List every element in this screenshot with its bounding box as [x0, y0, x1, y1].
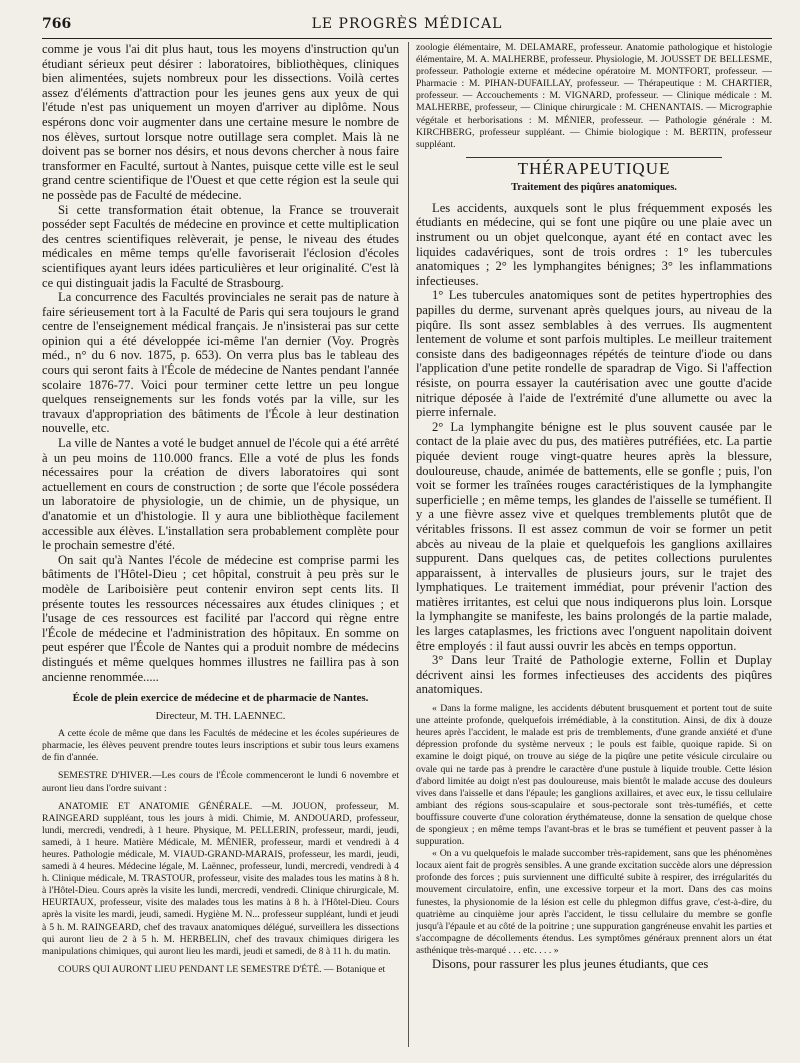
- quotation: « On a vu quelquefois le malade succomber très-rapidement, sans que les phénomènes locaux aient fait de progrès sensibles. A une grande excitation succède alors une dépression profonde des forces ; puis surviennent une difficulté subite à respirer, des irrégularités du mouvement circulatoire, enfin, une excessive torpeur et la mort. Dans des cas moins funestes, la physionomie de la lésion est celle du phlegmon diffus grave, c'est-à-dire, du quatrième au cinquième jour après l'accident, le tissu cellulaire du membre se gonfle jusqu'à l'épaule et au côté de la poitrine ; une suppuration gangréneuse envahit les parties et s'accompagne de décollements étendus. Les symptômes généraux prennent alors un état asthénique très-marqué . . . etc. . . . »: [416, 848, 772, 956]
- paragraph: Disons, pour rassurer les plus jeunes étudiants, que ces: [432, 957, 709, 971]
- paragraph: Si cette transformation était obtenue, la France se trouverait posséder sept Facultés de médecine en province et cette multiplication des centres scientifiques relèverait, je pense, le niveau des études médicales en même temps qu'elle favoriserait l'éclosion d'écoles scientifiques ayant leurs idées particulières et leur originalité. C'est là ce qui distinguait jadis la Faculté de Strasbourg.: [42, 202, 399, 290]
- paragraph: 2° La lymphangite bénigne est le plus souvent causée par le contact de la plaie avec du pus, des matières putréfiées, etc. La partie piquée devient rouge vingt-quatre heures après la blessure, douloureuse, chaude, animée de battements, elle se gonfle ; puis, l'on voit se former les traînées rouges caractéristiques de la lymphangite superficielle ; en même temps, les glandes de l'aisselle se tuméfient. Il y a une fièvre assez vive et quelques tremblements plutôt que de véritables frissons. Il est assez commun de voir se former un petit abcès au niveau de la plaie et quelquefois les ganglions axillaires suppurent. Dans quelques cas, de petites collections purulentes apparaissent, à intervalles de plusieurs jours, sur le trajet des lymphatiques. Le traitement immédiat, pour prévenir l'action des matières irritantes, est celui que nous indiquerons plus loin. Lorsque la lymphangite se manifeste, les bains prolongés de la partie malade, les larges cataplasmes, les frictions avec l'onguent napolitain doivent être employés : il faut aussi ouvrir les abcès en temps opportun.: [416, 419, 772, 653]
- left-column: [42, 42, 399, 1042]
- section-heading: École de plein exercice de médecine et de pharmacie de Nantes.: [72, 692, 369, 705]
- paragraph: comme je vous l'ai dit plus haut, tous les moyens d'instruction qu'un étudiant sérieux peut désirer : laboratoires, bibliothèques, cliniques bien alimentées, sujets nombreux pour les dissections. Voilà certes assez d'éléments d'attraction pour les jeunes gens aux yeux de qui l'étude n'est pas uniquement un moyen d'arriver au diplôme. Nous espérons donc voir augmenter dans une certaine mesure le nombre de nos élèves, surtout lorsque notre outillage sera complet. Mais là ne doivent pas se borner nos désirs, et nous devons chercher à nous faire transformer en Faculté, surtout à Nantes, puisque cette ville est le seul grand centre scientifique de l'Ouest et que cette région est la seule qui ne possède pas de Faculté de médecine.: [42, 42, 399, 202]
- paragraph: A cette école de même que dans les Facultés de médecine et les écoles supérieures de pharmacie, les élèves peuvent prendre toutes leurs inscriptions et subir tous leurs examens de fin d'année.: [42, 728, 399, 764]
- column-divider: [408, 42, 409, 1047]
- article-subtitle: Traitement des piqûres anatomiques.: [511, 181, 677, 193]
- paragraph: La ville de Nantes a voté le budget annuel de l'école qui a été arrêté à un peu moins de 110.000 francs. Elle a voté de plus les fonds nécessaires pour la création de divers laboratoires qui sont actuellement en cours de construction ; de sorte que l'école possédera un laboratoire de physiologie, un de chimie, un de physique, un d'anatomie et un d'histologie. Il y aura une bibliothèque facilement accessible aux élèves. L'installation sera probablement complète pour le prochain semestre d'été.: [42, 436, 399, 553]
- paragraph: On sait qu'à Nantes l'école de médecine est comprise parmi les bâtiments de l'Hôtel-Dieu ; cet hôpital, construit à peu près sur le modèle de Lariboisière peut contenir environ sept cents lits. Il présente toutes les ressources nécessaires aux études cliniques ; et l'usage de ces ressources est facilité par l'accord qui règne entre l'École de médecine et l'administration des hôpitaux. En somme on peut espérer que l'École de Nantes qui a produit nombre de médecins distingués et même quelques hommes illustres ne faillira pas à son ancienne renommée.....: [42, 552, 399, 684]
- paragraph: Les accidents, auxquels sont le plus fréquemment exposés les étudiants en médecine, qui se font une piqûre ou une plaie avec un instrument ou un objet quelconque, ayant été en contact avec les liquides cadavériques, sont de trois ordres : 1° les tubercules anatomiques ; 2° les lymphangites bénignes; 3° les inflammations infectieuses.: [416, 200, 772, 288]
- article-title: THÉRAPEUTIQUE: [517, 158, 671, 178]
- paragraph: La concurrence des Facultés provinciales ne serait pas de nature à faire sérieusement tort à la Faculté de Paris qui sera toujours le grand centre de l'enseignement médical français. Je n'insisterai pas sur cette opinion qui a été développée ici-même l'an dernier (Voy. Progrès méd., n° du 6 nov. 1875, p. 653). On verra plus bas le tableau des cours qui seront faits à l'École de médecine de Nantes pendant l'année scolaire 1876-77. Voici pour terminer cette lettre un peu longue quelques renseignements sur les fonds votés par la ville, sur les travaux d'appropriation des bâtiments de l'École à leur destination nouvelle, etc.: [42, 290, 399, 436]
- course-listing: zoologie élémentaire, M. DELAMARE, professeur. Anatomie pathologique et histologie élémentaire, M. A. MALHERBE, professeur. Physiologie, M. JOUSSET DE BELLESME, professeur. Pathologie externe et médecine opératoire M. MONTFORT, professeur. — Pharmacie : M. PIHAN-DUFAILLAY, professeur. — Thérapeutique : M. CHARTIER, professeur. — Accouchements : M. VIGNARD, professeur. — Clinique médicale : M. MALHERBE, professeur, — Clinique chirurgicale : M. CHENANTAIS. — Micrographie végétale et herborisations : M. MÉNIER, professeur. — Pathologie générale : M. KIRCHBERG, professeur suppléant. — Chimie biologique : M. BERTIN, professeur suppléant.: [416, 42, 772, 150]
- paragraph: SEMESTRE D'HIVER.—Les cours de l'École commenceront le lundi 6 novembre et auront lieu dans l'ordre suivant :: [42, 770, 399, 794]
- quotation: « Dans la forme maligne, les accidents débutent brusquement et portent tout de suite une atteinte profonde, quelquefois irrémédiable, à la constitution. Ainsi, de dix à douze heures après l'accident, le malade est pris de tremblements, d'une grande anxiété et d'une dépression profonde du système nerveux ; le pouls est faible, quoique rapide. Si on examine le doigt piqué, on trouve au siége de la piqûre une petite vésicule circulaire ou ovale qui ne tarde pas à prendre le caractère d'une pustule à liquide trouble. Cette lésion d'abord limitée au doigt n'est pas douloureuse, mais bientôt le malade accuse des douleurs vives dans l'aisselle et dans l'épaule; les ganglions axillaires, et avec eux, le tissu cellulaire ambiant des régions sous-scapulaire et sous-pectorale sont très-tuméfiés, et cette bouffissure couverte d'une coloration érythémateuse, donne la sensation de quelque chose de spongieux ; en même temps l'avant-bras et le bras se tuméfient et peuvent passer à la suppuration.: [416, 703, 772, 848]
- right-column: [416, 42, 772, 1042]
- director-line: Directeur, M. TH. LAENNEC.: [155, 711, 286, 723]
- page-header: [42, 14, 772, 39]
- paragraph: 1° Les tubercules anatomiques sont de petites hypertrophies des papilles du derme, survenant après quelques jours, au niveau de la piqûre. Ils sont assez semblables à des verrues. Ils augmentent lentement de volume et sont parfois multiples. Le meilleur traitement consiste dans des badigeonnages répétés de teinture d'iode ou dans l'application d'une petite rondelle de sparadrap de Vigo. Si l'affection résiste, on pourra essayer la cautérisation avec une goutte d'acide nitrique déposée à l'aide de l'extrémité d'une allumette ou avec la pierre infernale.: [416, 288, 772, 420]
- course-listing: ANATOMIE ET ANATOMIE GÉNÉRALE. —M. JOUON, professeur, M. RAINGEARD suppléant, tous les jours à midi. Chimie, M. ANDOUARD, professeur, lundi, mercredi, vendredi, à 1 heure. Physique, M. PELLERIN, professeur, mardi, jeudi, samedi, à 1 heure. Matière Médicale, M. MÉNIER, professeur, mardi et vendredi à 4 heures. Pathologie médicale, M. VIAUD-GRAND-MARAIS, professeur, les mardi, jeudi, samedi à 4 heures. Médecine légale, M. Laënnec, professeur, lundi, mercredi, vendredi à 4 h. Clinique médicale, M. TRASTOUR, professeur, visite des malades tous les matins à 8 h. à l'Hôtel-Dieu. Cours après la visite les lundi, mercredi, vendredi. Clinique chirurgicale, M. HEURTAUX, professeur, visite des malades tous les matins à 8 h. à l'Hôtel-Dieu. Cours après la visite les mardi, jeudi, samedi. Hygiène M. N... professeur suppléant, lundi et jeudi à 5 h. M. RAINGEARD, chef des travaux anatomiques délégué, surveillera les dissections qui auront lieu de 2 à 5 h. M. HERBELIN, chef des travaux chimiques dirigera les manipulations chimiques, qui auront lieu les mardi, jeudi et samedi, de 8 à 11 h. du matin.: [42, 800, 399, 957]
- page-number: 766: [42, 16, 72, 32]
- paragraph: COURS QUI AURONT LIEU PENDANT LE SEMESTRE D'ÉTÉ. — Botanique et: [58, 963, 386, 975]
- journal-title: LE PROGRÈS MÉDICAL: [311, 16, 503, 32]
- paragraph: 3° Dans leur Traité de Pathologie externe, Follin et Duplay décrivent ainsi les formes infectieuses des accidents des piqûres anatomiques.: [416, 653, 772, 697]
